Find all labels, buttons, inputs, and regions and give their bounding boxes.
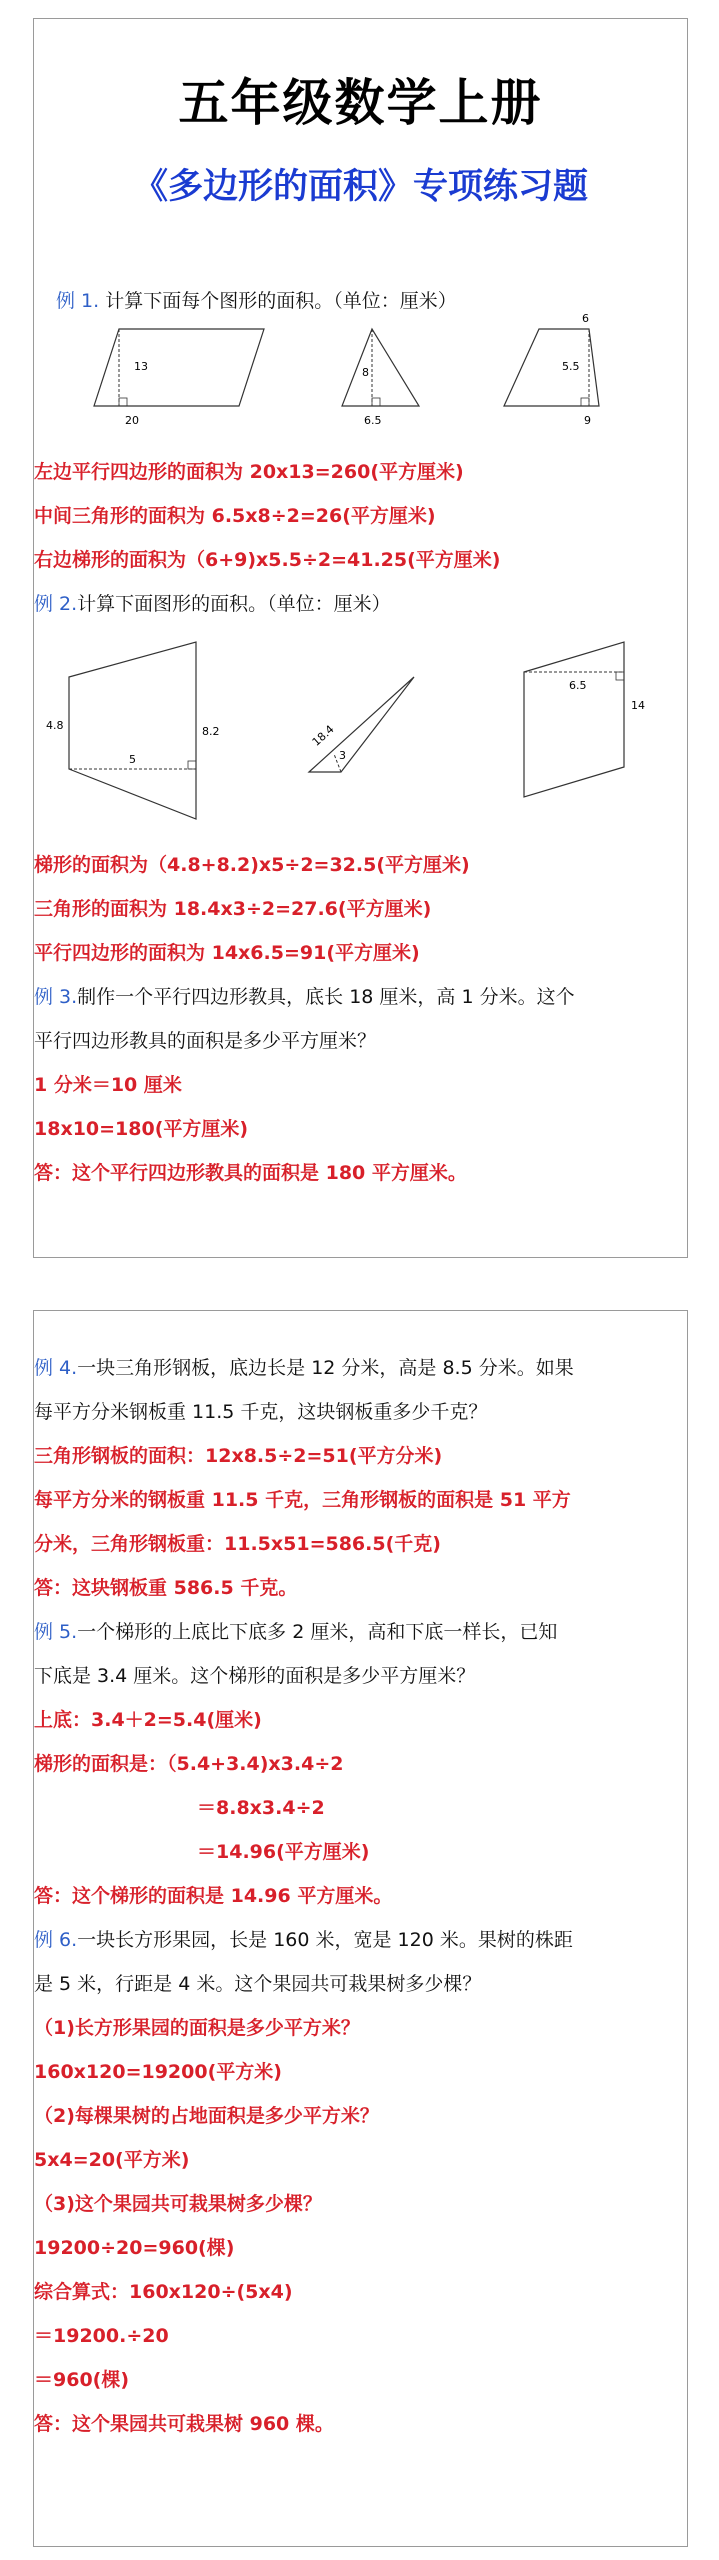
- sub-title: 《多边形的面积》专项练习题: [132, 167, 588, 207]
- ex6-question-line2: 是 5 米，行距是 4 米。这个果园共可栽果树多少棵？: [34, 1973, 482, 1995]
- ex5-question-line1: [34, 1617, 557, 1644]
- ex2-para-base: 6.5: [569, 679, 587, 692]
- ex3-answer-2: 18x10=180(平方厘米): [34, 1118, 249, 1140]
- ex1-trap-height: 5.5: [562, 360, 580, 373]
- ex2-trapezoid-figure: [46, 642, 220, 819]
- ex1-tri-base: 6.5: [364, 414, 382, 427]
- ex2-question-text: 计算下面图形的面积。（单位：厘米）: [77, 593, 391, 615]
- ex2-answer-2: 三角形的面积为 18.4x3÷2=27.6(平方厘米): [34, 898, 432, 920]
- ex2-trap-right: 8.2: [202, 725, 220, 738]
- ex2-answer-3: 平行四边形的面积为 14x6.5=91(平方厘米): [34, 942, 420, 964]
- ex3-question-line1: [34, 982, 575, 1009]
- ex3-question-line2: 平行四边形教具的面积是多少平方厘米？: [34, 1030, 377, 1052]
- ex6-answer-2: 160x120=19200(平方米): [34, 2061, 282, 2083]
- ex3-question-text-1: 制作一个平行四边形教具，底长 18 厘米，高 1 分米。这个: [77, 986, 575, 1008]
- ex3-label: 例 3.: [34, 986, 78, 1008]
- ex1-trap-base: 9: [584, 414, 591, 427]
- ex5-answer-5: 答：这个梯形的面积是 14.96 平方厘米。: [34, 1885, 393, 1907]
- ex4-answer-1: 三角形钢板的面积：12x8.5÷2=51(平方分米): [34, 1445, 443, 1467]
- ex2-figures: [34, 637, 687, 837]
- ex5-answer-3: ＝8.8x3.4÷2: [197, 1797, 325, 1819]
- ex4-answer-3: 分米，三角形钢板重：11.5x51=586.5(千克): [34, 1533, 441, 1555]
- ex2-para-height: 14: [631, 699, 645, 712]
- ex6-answer-10: 答：这个果园共可栽果树 960 棵。: [34, 2413, 334, 2435]
- ex6-answer-4: 5x4=20(平方米): [34, 2149, 190, 2171]
- main-title: 五年级数学上册: [178, 74, 543, 132]
- ex5-answer-2: 梯形的面积是：（5.4+3.4)x3.4÷2: [34, 1753, 344, 1775]
- ex5-question-text-1: 一个梯形的上底比下底多 2 厘米，高和下底一样长，已知: [77, 1621, 558, 1643]
- ex3-answer-1: 1 分米＝10 厘米: [34, 1074, 182, 1096]
- ex6-answer-3: （2)每棵果树的占地面积是多少平方米？: [34, 2105, 379, 2127]
- ex5-label: 例 5.: [34, 1621, 78, 1643]
- ex6-answer-7: 综合算式：160x120÷(5x4): [34, 2281, 293, 2303]
- ex6-question-text-1: 一块长方形果园，长是 160 米，宽是 120 米。果树的株距: [77, 1929, 573, 1951]
- ex6-answer-9: ＝960(棵): [34, 2369, 130, 2391]
- ex4-label: 例 4.: [34, 1357, 78, 1379]
- ex1-figures: [34, 312, 687, 454]
- ex1-answer-3: 右边梯形的面积为（6+9)x5.5÷2=41.25(平方厘米): [34, 549, 501, 571]
- ex1-answer-2: 中间三角形的面积为 6.5x8÷2=26(平方厘米): [34, 505, 436, 527]
- ex1-trapezoid-figure: [504, 312, 599, 427]
- ex2-question: [34, 589, 391, 616]
- ex6-answer-6: 19200÷20=960(棵): [34, 2237, 235, 2259]
- ex4-answer-2: 每平方分米的钢板重 11.5 千克，三角形钢板的面积是 51 平方: [34, 1489, 571, 1511]
- ex5-answer-1: 上底：3.4＋2=5.4(厘米): [34, 1709, 262, 1731]
- ex1-answer-1: 左边平行四边形的面积为 20x13=260(平方厘米): [34, 461, 464, 483]
- ex1-triangle-figure: [342, 329, 419, 427]
- ex2-parallelogram-figure: [524, 642, 645, 797]
- ex4-answer-4: 答：这块钢板重 586.5 千克。: [34, 1577, 298, 1599]
- ex4-question-line2: 每平方分米钢板重 11.5 千克，这块钢板重多少千克？: [34, 1401, 488, 1423]
- ex1-label: 例 1.: [56, 290, 100, 312]
- ex6-answer-1: （1)长方形果园的面积是多少平方米？: [34, 2017, 360, 2039]
- ex1-tri-height: 8: [362, 366, 369, 379]
- worksheet-page-2: [33, 1310, 688, 2547]
- ex2-trap-left: 4.8: [46, 719, 64, 732]
- ex3-answer-3: 答：这个平行四边形教具的面积是 180 平方厘米。: [34, 1162, 467, 1184]
- worksheet-page-1: [33, 18, 688, 1258]
- ex1-para-base: 20: [125, 414, 139, 427]
- ex1-para-height: 13: [134, 360, 148, 373]
- ex1-question: [56, 286, 457, 313]
- ex4-question-text-1: 一块三角形钢板，底边长是 12 分米，高是 8.5 分米。如果: [77, 1357, 574, 1379]
- ex6-label: 例 6.: [34, 1929, 78, 1951]
- ex6-question-line1: [34, 1925, 573, 1952]
- ex4-question-line1: [34, 1353, 574, 1380]
- ex5-answer-4: ＝14.96(平方厘米): [197, 1841, 370, 1863]
- ex6-answer-8: ＝19200.÷20: [34, 2325, 169, 2347]
- ex2-answer-1: 梯形的面积为（4.8+8.2)x5÷2=32.5(平方厘米): [34, 854, 470, 876]
- ex2-triangle-figure: [309, 677, 414, 772]
- ex2-tri-side: 18.4: [309, 722, 337, 749]
- ex2-tri-height: 3: [339, 749, 346, 762]
- ex1-parallelogram-figure: [94, 329, 264, 427]
- ex5-question-line2: 下底是 3.4 厘米。这个梯形的面积是多少平方厘米？: [34, 1665, 476, 1687]
- ex1-trap-top: 6: [582, 312, 589, 325]
- ex1-question-text: 计算下面每个图形的面积。（单位：厘米）: [99, 290, 457, 312]
- ex2-trap-height: 5: [129, 753, 136, 766]
- ex2-label: 例 2.: [34, 593, 78, 615]
- ex6-answer-5: （3)这个果园共可栽果树多少棵？: [34, 2193, 322, 2215]
